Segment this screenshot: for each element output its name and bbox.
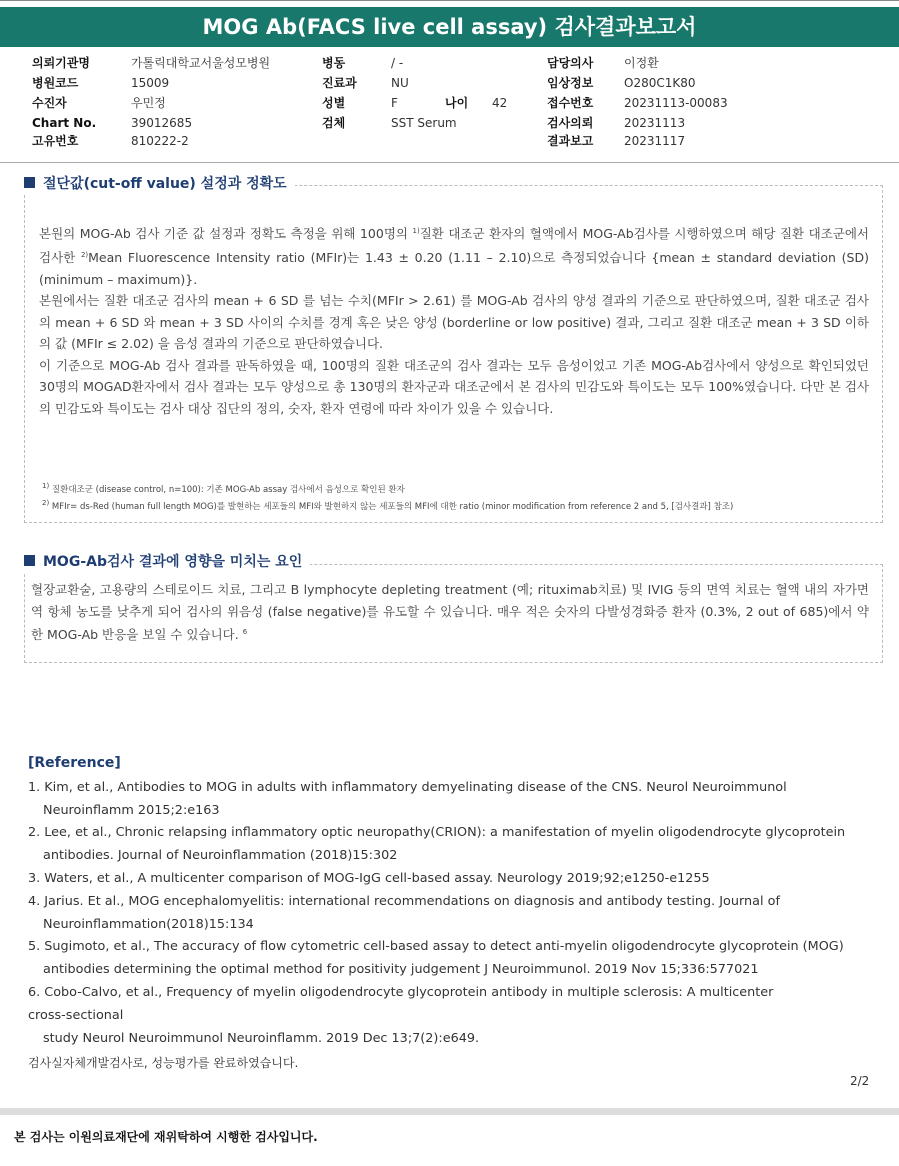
reference-item: 3. Waters, et al., A multicenter comparison of MOG-IgG cell-based assay. Neurology 2019;92;e1250-e1255 [28,870,710,886]
info-value: NU [391,76,409,90]
info-label: 담당의사 [547,56,594,70]
footnote-marker: 2) [80,250,89,259]
heading-text: MOG-Ab검사 결과에 영향을 미치는 요인 [43,554,303,570]
info-label: 고유번호 [32,134,79,148]
info-value: F [391,96,398,110]
reference-title: [Reference] [28,755,121,771]
reference-item: 2. Lee, et al., Chronic relapsing inflammatory optic neuropathy(CRION): a manifestation of myelin oligodendrocyte glycoprotein antibodies. Journal of Neuroinflammation (2018)15:302 [28,825,846,864]
cutoff-section [24,185,883,523]
info-value: 15009 [131,76,170,90]
text-run: 본원의 MOG-Ab 검사 기준 값 설정과 정확도 측정을 위해 100명의 [39,226,413,242]
cutoff-paragraph-2: 본원에서는 질환 대조군 검사의 mean + 6 SD 를 넘는 수치(MFIr > 2.61) 를 MOG-Ab 검사의 양성 결과의 기준으로 판단하였으며, 질환 대조군 검사의 mean + 6 SD 와 mean + 3 SD 사이의 수치를 경계 혹은 낮은 양성 (borderline or low positive) 결과, 그리고 질환 대조군 mean + 3 SD 이하의 값 (MFIr ≤ 2.02) 을 음성 결과의 기준으로 판단하였습니다. [39,293,869,352]
info-value: 20231113 [624,116,686,130]
text-run: Mean Fluorescence Intensity ratio (MFIr)는 1.43 ± 0.20 (1.11 – 2.10)으로 측정되었습니다 {mean ± standard deviation (SD) (minimum – maximum)}. [39,249,869,287]
footnote-text: MFIr= ds-Red (human full length MOG)를 발현하는 세포들의 MFI와 발현하지 않는 세포들의 MFI에 대한 ratio (minor modification from reference 2 and 5, [검사결과] 참조) [51,501,734,512]
reference-item: 1. Kim, et al., Antibodies to MOG in adults with inflammatory demyelinating disease of the CNS. Neurol Neuroimmunol Neuroinflamm 2015;2:e163 [28,779,787,818]
reference-item-6-line-1: 6. Cobo-Calvo, et al., Frequency of myelin oligodendrocyte glycoprotein antibody in multiple sclerosis: A multicenter [28,984,774,1000]
cutoff-paragraph-1 [39,221,869,290]
outsourcing-note: 본 검사는 이원의료재단에 재위탁하여 시행한 검사입니다. [14,1130,318,1144]
reference-list [28,752,878,1075]
footnote-marker: 1) [42,482,50,490]
info-label: 병동 [322,56,346,70]
info-label: 성별 [322,96,346,110]
info-label: 의뢰기관명 [32,56,90,70]
square-bullet-icon [24,177,35,188]
factors-heading [24,552,310,572]
info-value: 20231117 [624,134,686,148]
info-label: 병원코드 [32,76,79,90]
info-value: SST Serum [391,116,457,130]
info-label: 검체 [322,116,346,130]
info-label: 진료과 [322,76,357,90]
info-label: 수진자 [32,96,67,110]
footnote-marker: 2) [42,498,50,507]
validation-note: 검사실자체개발검사로, 성능평가를 완료하였습니다. [28,1056,299,1071]
info-label: 검사의뢰 [547,116,594,130]
info-value: 39012685 [131,116,193,130]
cutoff-heading [24,174,295,194]
info-value: 가톨릭대학교서울성모병원 [131,56,271,70]
age-value: 42 [492,96,508,110]
footnote-marker: 6 [242,628,248,637]
info-label: 접수번호 [547,96,594,110]
report-title: MOG Ab(FACS live cell assay) 검사결과보고서 [0,7,899,47]
info-label: 결과보고 [547,134,594,148]
footnote-text: 질환대조군 (disease control, n=100): 기존 MOG-Ab assay 검사에서 음성으로 확인된 환자 [51,484,405,495]
footnote-1 [42,480,872,497]
text-run: 혈장교환술, 고용량의 스테로이드 치료, 그리고 B lymphocyte depleting treatment (예; rituximab치료) 및 IVIG 등의 면역 치료는 혈액 내의 자가면역 항체 농도를 낮추게 되어 검사의 위음성 (false negative)를 유도할 수 있습니다. 매우 적은 숫자의 다발성경화증 환자 (0.3%, 2 out of 685)에서 약한 MOG-Ab 반응을 보일 수 있습니다. [31,582,869,643]
info-label: Chart No. [32,116,97,130]
reference-item-6-line-3: study Neurol Neuroimmunol Neuroinflamm. 2019 Dec 13;7(2):e649. [43,1030,480,1046]
cutoff-body [39,221,869,420]
top-rule [0,0,899,1]
text-run: 질환 대조군 환자의 혈액에서 MOG-Ab검사를 시행하였으며 해당 질환 대조군에서 검사한 [39,226,869,265]
footnotes [42,480,872,514]
info-value: O280C1K80 [624,76,696,90]
reference-item: 5. Sugimoto, et al., The accuracy of flow cytometric cell-based assay to detect anti-myelin oligodendrocyte glycoprotein (MOG) antibodies determining the optimal method for positivity judgement J Neuroimmunol. 2019 Nov 15;336:577021 [28,939,844,978]
factors-body [31,579,869,646]
info-label: 임상정보 [547,76,594,90]
info-value: 우민정 [131,96,166,110]
square-bullet-icon [24,555,35,566]
heading-text: 절단값(cut-off value) 설정과 정확도 [43,176,287,192]
footnote-marker: 1) [412,227,420,235]
info-value: 20231113-00083 [624,96,728,110]
header-divider [0,162,899,163]
factors-section [24,564,883,663]
footer-bar [0,1108,899,1115]
info-value: 이정환 [624,56,659,70]
info-value: 810222-2 [131,134,189,148]
page-number: 2/2 [850,1074,870,1088]
info-value: / - [391,56,404,70]
reference-item-6-line-2: cross-sectional [28,1007,124,1023]
cutoff-paragraph-3: 이 기준으로 MOG-Ab 검사 결과를 판독하였을 때, 100명의 질환 대조군의 검사 결과는 모두 음성이었고 기존 MOG-Ab검사에서 양성으로 확인되었던 30명의 MOGAD환자에서 검사 결과는 모두 양성으로 총 130명의 환자군과 대조군에서 본 검사의 민감도와 특이도는 모두 100%였습니다. 다만 본 검사의 민감도와 특이도는 검사 대상 집단의 정의, 숫자, 환자 연령에 따라 차이가 있을 수 있습니다. [39,357,869,417]
footnote-2 [42,497,872,514]
age-label: 나이 [445,96,469,110]
reference-item: 4. Jarius. Et al., MOG encephalomyelitis: international recommendations on diagnosis and antibody testing. Journal of Neuroinflammation(2018)15:134 [28,893,780,932]
factors-paragraph [31,579,869,646]
